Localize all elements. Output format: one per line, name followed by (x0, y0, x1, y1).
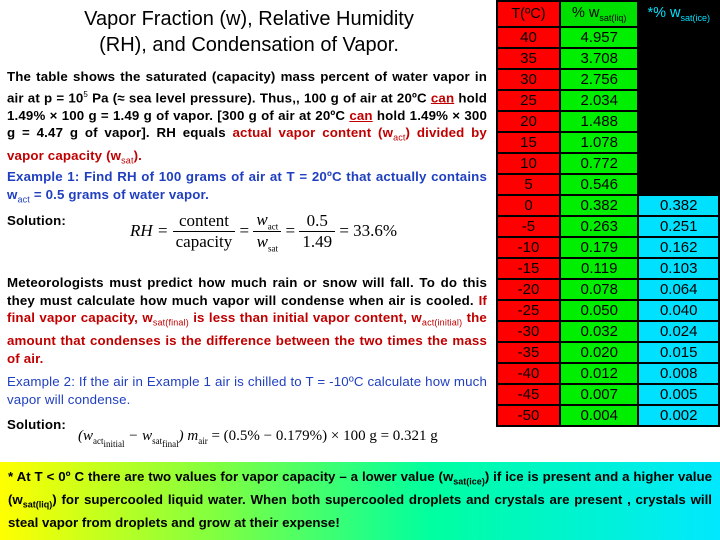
table-row (497, 237, 719, 258)
cell-wsat-ice (638, 111, 719, 132)
cell-wsat-liq: 2.034 (560, 90, 639, 111)
cell-wsat-liq: 0.007 (560, 384, 639, 405)
cell-wsat-liq: 0.032 (560, 321, 639, 342)
table-row (497, 90, 719, 111)
cell-wsat-liq: 0.012 (560, 363, 639, 384)
cell-temperature: -5 (497, 216, 560, 237)
cell-temperature: -50 (497, 405, 560, 426)
cell-temperature: -35 (497, 342, 560, 363)
cell-wsat-liq: 2.756 (560, 69, 639, 90)
cell-temperature: 10 (497, 153, 560, 174)
equation-2: $(w_{act_{initial}} - w_{sat_{final}}) m_{air} = (0.5\% - 0.179\%) \times 100$ g = 0.321 g (78, 428, 438, 449)
intro-paragraph: The table shows the saturated (capacity) mass percent of water vapor in air at $p = 10^5$ Pa (≈ sea level pressure). Thus,, 100 g of air at 20ºC can hold 1.49% × 100 g = 1.49 g of vapor. [300 g of air at 20ºC can hold 1.49% × 300 g = 4.47 g of vapor]. RH equals actual vapor content $(w_{act})$ divided by vapor capacity $(w_{sat})$. (7, 69, 487, 167)
title-line-1: Vapor Fraction (w), Relative Humidity (84, 8, 414, 30)
table-header-row (497, 1, 719, 27)
table-row (497, 300, 719, 321)
cell-wsat-liq: 0.546 (560, 174, 639, 195)
table-row (497, 195, 719, 216)
cell-temperature: 0 (497, 195, 560, 216)
table-row (497, 405, 719, 426)
cell-wsat-ice: 0.064 (638, 279, 719, 300)
table-row (497, 258, 719, 279)
cell-wsat-ice: 0.251 (638, 216, 719, 237)
cell-temperature: 35 (497, 48, 560, 69)
table-row (497, 363, 719, 384)
vapor-capacity-table (496, 0, 720, 427)
cell-temperature: -10 (497, 237, 560, 258)
example-2: Example 2: If the air in Example 1 air is chilled to T = -10ºC calculate how much vapor will condense. (7, 374, 487, 407)
example-1: Example 1: Find RH of 100 grams of air at T = 20ºC that actually contains $w_{act} = 0.5$ grams of water vapor. (7, 169, 487, 205)
table-row (497, 132, 719, 153)
cell-wsat-liq: 0.050 (560, 300, 639, 321)
cell-wsat-ice (638, 153, 719, 174)
table-row (497, 321, 719, 342)
cell-temperature: -15 (497, 258, 560, 279)
cell-temperature: 30 (497, 69, 560, 90)
cell-wsat-ice: 0.005 (638, 384, 719, 405)
solution-1-label: Solution: (7, 213, 66, 228)
cell-wsat-ice: 0.008 (638, 363, 719, 384)
solution-2-label: Solution: (7, 417, 66, 432)
cell-wsat-ice (638, 27, 719, 48)
table-row (497, 384, 719, 405)
title-line-2: (RH), and Condensation of Vapor. (99, 34, 399, 56)
cell-wsat-liq: 0.078 (560, 279, 639, 300)
cell-wsat-liq: 4.957 (560, 27, 639, 48)
cell-temperature: 15 (497, 132, 560, 153)
cell-wsat-liq: 3.708 (560, 48, 639, 69)
page-title (10, 6, 488, 58)
header-temperature: T(ºC) (497, 1, 560, 27)
table-row (497, 48, 719, 69)
cell-wsat-ice (638, 48, 719, 69)
cell-wsat-liq: 0.119 (560, 258, 639, 279)
cell-wsat-liq: 0.263 (560, 216, 639, 237)
cell-wsat-liq: 0.004 (560, 405, 639, 426)
cell-wsat-liq: 0.020 (560, 342, 639, 363)
table-row (497, 111, 719, 132)
cell-wsat-ice: 0.382 (638, 195, 719, 216)
cell-wsat-liq: 0.772 (560, 153, 639, 174)
header-wsat-ice: *% $w_{sat(ice)}$ (638, 1, 719, 27)
table-row (497, 279, 719, 300)
cell-wsat-liq: 0.382 (560, 195, 639, 216)
cell-wsat-ice: 0.162 (638, 237, 719, 258)
cell-wsat-ice (638, 174, 719, 195)
cell-wsat-ice (638, 132, 719, 153)
cell-temperature: 25 (497, 90, 560, 111)
table-row (497, 153, 719, 174)
table-row (497, 27, 719, 48)
cell-temperature: -45 (497, 384, 560, 405)
cell-wsat-ice: 0.040 (638, 300, 719, 321)
table-row (497, 69, 719, 90)
header-wsat-liq: % $w_{sat(liq)}$ (560, 1, 639, 27)
table-row (497, 216, 719, 237)
cell-wsat-ice: 0.024 (638, 321, 719, 342)
cell-wsat-ice (638, 69, 719, 90)
cell-temperature: 40 (497, 27, 560, 48)
cell-temperature: -30 (497, 321, 560, 342)
cell-wsat-ice (638, 90, 719, 111)
cell-wsat-ice: 0.103 (638, 258, 719, 279)
equation-1: RH = $\frac{\text{content}}{\text{capacity}}$ = $\frac{w_{act}}{w_{sat}}$ = $\frac{0.5}{1.49}$ = 33.6% (130, 210, 398, 254)
footnote-banner: * At T < 0º C there are two values for vapor capacity – a lower value $(w_{sat(ice)})$ if ice is present and a higher value $(w_{sat(liq)})$ for supercooled liquid water. When both supercooled droplets and crystals are present , crystals will steal vapor from droplets and grow at their expense! (0, 462, 720, 540)
cell-wsat-liq: 0.179 (560, 237, 639, 258)
cell-wsat-liq: 1.078 (560, 132, 639, 153)
table-row (497, 342, 719, 363)
cell-wsat-ice: 0.015 (638, 342, 719, 363)
cell-temperature: -20 (497, 279, 560, 300)
cell-temperature: -40 (497, 363, 560, 384)
table-row (497, 174, 719, 195)
paragraph-condensation: Meteorologists must predict how much rain or snow will fall. To do this they must calculate how much vapor will condense when air is cooled. If final vapor capacity, $w_{sat(final)}$ is less than initial vapor content, $w_{act(initial)}$ the amount that condenses is the difference between the two times the mass of air. (7, 275, 487, 367)
cell-wsat-ice: 0.002 (638, 405, 719, 426)
cell-temperature: 5 (497, 174, 560, 195)
cell-temperature: -25 (497, 300, 560, 321)
cell-wsat-liq: 1.488 (560, 111, 639, 132)
cell-temperature: 20 (497, 111, 560, 132)
